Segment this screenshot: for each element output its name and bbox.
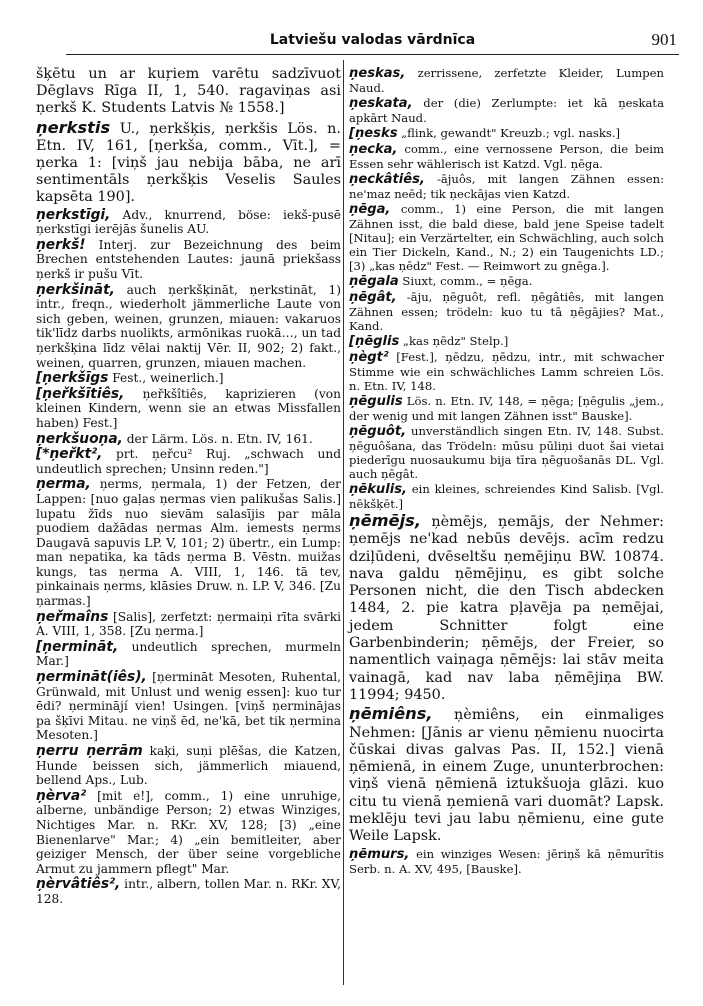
entry-definition: [Fest.], ņēdzu, ņēdzu, intr., mit schwacher Stimme wie ein schwächliches Lamm schreien Lös. n. Etn. IV, 148. [349,350,664,393]
entry-definition: undeutlich sprechen, murmeln Mar.] [36,639,341,669]
entry-headword: ņecka, [349,142,398,157]
entry-definition: ein kleines, schreiendes Kind Salisb. [Vgl. nēkšķēt.] [349,482,664,511]
entry-definition: Adv., knurrend, böse: iekš-pusē ņerkstīgi ierējās šunelis AU. [36,207,341,237]
entry-headword: ņeskas, [349,66,406,81]
dictionary-entry [36,283,341,371]
entry-headword: ņēga, [349,202,391,217]
dictionary-entry [349,66,664,95]
entry-headword: ņerkšuoņa, [36,430,123,447]
entry-headword: ņèrvâtiês², [36,876,121,893]
entry-headword: ņēgala [349,274,399,289]
entry-headword: [*ņeřkt², [36,446,103,463]
dictionary-entry [349,482,664,511]
entry-headword: ņeckâtiês, [349,172,425,187]
dictionary-entry [349,142,664,171]
entry-headword: ņerkšināt, [36,281,115,298]
dictionary-entry [349,126,664,141]
entry-definition: Siuxt, comm., = ņēga. [398,274,533,288]
entry-definition: U., ņerkšķis, ņerkšis Lös. n. Etn. IV, 161, [ņerkša, comm., Vīt.], = ņerka 1: [viņš jau nebija bāba, ne arī sentimentāls ņerkšķis Veselis Saules kapsēta 190]. [36,120,341,206]
dictionary-entry [36,387,341,431]
entry-definition: [mit e!], comm., 1) eine unruhige, alberne, unbändige Person; 2) etwas Winziges, Nichtiges Mar. n. RKr. XV, 128; [3) „eine Bienenlarve" Mar.; 4) „ein bemitleiter, aber geiziger Mensch, der über seine vorgebliche Armut zu jammern pflegt" Mar. [36,788,341,876]
dictionary-entry [349,512,664,704]
entry-definition: kaķi, suņi plēšas, die Katzen, Hunde beissen sich, jämmerlich miauend, bellend Aps., Lub. [36,744,341,788]
entry-headword: ņerkstis [36,117,111,137]
dictionary-entry [349,705,664,845]
entry-definition: der Lärm. Lös. n. Etn. IV, 161. [122,431,313,446]
dictionary-entry [36,877,341,906]
entry-definition: „flink, gewandt" Kreuzb.; vgl. nasks.] [397,126,621,140]
page-header [66,30,679,55]
entry-headword: ņēgât, [349,290,397,305]
dictionary-entry [36,238,341,282]
entry-headword: [ņeřkšītiês, [36,385,125,402]
dictionary-entry [36,744,341,788]
entry-definition: ein winziges Wesen: jēriņš kā ņēmurītis Serb. n. A. XV, 495, [Bauske]. [349,846,664,876]
entry-headword: ņègt² [349,350,389,365]
page-number: 901 [651,30,677,49]
dictionary-entry [349,274,664,289]
dictionary-entry [349,847,664,876]
entry-headword: ņēgulis [349,394,403,409]
entry-headword: ņēguôt, [349,424,407,439]
entry-definition: ņèmējs, ņemājs, der Nehmer: ņemējs ne'kad nebūs devējs. acīm redzu dziļūdeni, dvēseltšu ņemējiņu BW. 10874. nava galdu ņēmējiņu, es gibt solche Personen nicht, die den Tisch abdecken 1484, 2. pie katra pļavēja pa ņemējai, jedem Schnitter folgt eine Garbenbinderin; ņēmējs, der Freier, so namentlich vaiņaga ņēmējs: lai stāv meita vainagā, kad nav laba ņēmējiņa BW. 11994; 9450. [349,514,664,703]
entry-definition: prt. ņeřcu² Ruj. „schwach und undeutlich sprechen; Unsinn reden."] [36,447,341,476]
dictionary-entry [36,477,341,608]
entry-headword: [ņesks [349,126,398,141]
dictionary-entry [36,789,341,877]
entry-headword: ņēmurs, [349,846,410,862]
entry-definition: ņeřkšîtiês, kaprizieren (von kleinen Kindern, wenn sie an etwas Missfallen haben) Fest.] [36,386,341,430]
dictionary-entry [349,172,664,201]
entry-definition: [Salis], zerfetzt: ņermaiņi rīta svārki A. VIII, 1, 358. [Zu ņerma.] [36,609,341,639]
entry-definition: -āju, ņēguôt, refl. ņēgâtiês, mit langen Zähnen essen; trödeln: kuo tu tā ņēgājies? Mat., Kand. [349,290,664,333]
entry-headword: ņēmiêns, [349,704,433,724]
dictionary-entry [36,119,341,207]
entry-headword: [ņerkšīgs [36,370,109,387]
entry-definition: unverständlich singen Etn. IV, 148. Subst. ņēguôšana, das Trödeln: mūsu pūliņi duot šai vietai piederīgu nuosaukumu bija tīra ņēguošanās DL. Vgl. auch ņēgât. [349,424,664,481]
entry-headword: ņerru ņerrām [36,743,143,759]
entry-definition: ņerms, ņermala, 1) der Fetzen, der Lappen: [nuo gaļas ņermas vien palikušas Salis.] lupatu žīds nuo sievām salasījis par māla puodiem dažādas ņermas Alm. iemests ņerms Daugavā sapuvis LP. V, 101; 2) übertr., ein Lump: man nepatika, ka tāds ņerma B. Vēstn. muižas kungs, tas ņerma A. VIII, 1, 146. tā tev, pinkainais ņerms, klāsies Druw. n. LP. V, 346. [Zu ņarmas.] [36,477,341,609]
dictionary-entry [36,432,341,447]
entry-headword: [ņēglis [349,334,400,349]
dictionary-entry [349,334,664,349]
dictionary-entry [36,208,341,237]
dictionary-entry [349,290,664,333]
dictionary-entry [36,610,341,639]
column-divider [343,60,344,985]
entry-definition: Lös. n. Etn. IV, 148, = ņēga; [ņēgulis „jem., der wenig und mit langen Zähnen isst" Bauske]. [349,394,664,423]
entry-definition: zerrissene, zerfetzte Kleider, Lumpen Naud. [349,66,664,95]
entry-definition: der (die) Zerlumpte: iet kā ņeskata apkārt Naud. [349,96,664,125]
dictionary-entry [36,670,341,743]
entry-definition: Interj. zur Bezeichnung des beim Brechen entstehenden Lautes: jaunā priekšass ņerkš ir pušu Vīt. [36,237,341,281]
entry-definition: Fest., weinerlich.] [108,371,224,386]
entry-definition: šķētu un ar kuŗiem varētu sadzīvuot Dēglavs Rīga II, 1, 540. ragaviņas asi ņerkš K. Students Latvis № 1558.] [36,66,341,117]
dictionary-entry [349,202,664,273]
entry-definition: intr., albern, tollen Mar. n. RKr. XV, 128. [36,877,341,906]
dictionary-entry [36,66,341,118]
entry-headword: ņēkulis, [349,482,407,497]
dictionary-entry [36,447,341,476]
dictionary-entry [349,394,664,423]
entry-headword: ņeřmaîns [36,608,109,625]
right-column [349,66,664,877]
entry-headword: ņerkstīgi, [36,206,111,223]
entry-headword: [ņermināt, [36,638,119,655]
entry-definition: auch ņerkšķināt, ņerkstināt, 1) intr., freqn., wiederholt jämmerliche Laute von sich geben, weinen, grunzen, miauen: vakaruos tik'līdz darbs nuolikts, armōnikas ruokā…, un tad ņerkšķina līdz vēlai naktij Vēr. II, 902; 2) fakt., weinen, quarren, grunzen, miauen machen. [36,282,342,370]
entry-definition: [ņermināt Mesoten, Ruhental, Grünwald, mit Unlust und wenig essen]: kuo tur ēdi? ņerminājí vien! Usingen. [viņš ņerminājas pa šķīvi Mitau. ne viņš ēd, ne'kā, bet tik ņermina Mesoten.] [36,670,341,743]
entry-headword: ņèrva² [36,787,87,804]
entry-headword: ņēmējs, [349,511,422,530]
dictionary-title: Latviešu valodas vārdnīca [269,32,476,48]
entry-definition: comm., 1) eine Person, die mit langen Zähnen isst, die bald diese, bald jene Speise tadelt [Nitau]; ein Verzärtelter, ein Schwächling, auch solch ein Tier Dickeln, Kand., N.; 2) ein Taugenichts LD.; [3) „kas ņēdz" Fest. — Reimwort zu gnēga.]. [349,202,664,273]
entry-headword: ņerkš! [36,236,86,253]
entry-headword: ņerma, [36,476,91,493]
entry-definition: „kas ņēdz" Stelp.] [399,334,509,348]
entry-definition: ņèmiêns, ein einmaliges Nehmen: [Jānis ar vienu ņēmienu nuocirta čūskai divas galvas Pas. II, 152.] vienā ņēmienā, in einem Zuge, ununterbrochen: viņš vienā ņēmienā iztukšuoja glāzi. kuo citu tu vienā ņemienā vari duomāt? Lapsk. meklēju tevi jau labu ņēmienu, eine gute Weile Lapsk. [349,707,664,845]
left-column [36,66,341,908]
dictionary-entry [36,640,341,669]
entry-definition: comm., eine vernossene Person, die beim Essen sehr wählerisch ist Katzd. Vgl. ņēga. [349,142,664,171]
entry-definition: -ājuôs, mit langen Zähnen essen: ne'maz neēd; tik ņeckājas vien Katzd. [349,172,664,201]
entry-headword: ņermināt(iês), [36,669,147,686]
dictionary-entry [36,371,341,386]
dictionary-entry [349,350,664,393]
dictionary-entry [349,96,664,125]
entry-headword: ņeskata, [349,96,413,111]
dictionary-entry [349,424,664,481]
